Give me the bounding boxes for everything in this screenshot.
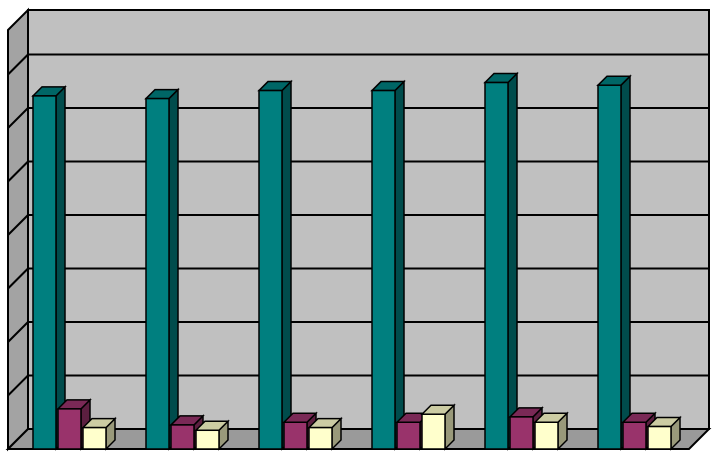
bar [146, 90, 178, 449]
bar-side [395, 82, 404, 449]
bar-side [621, 76, 630, 449]
bar-front [171, 425, 194, 449]
bar-front [422, 414, 445, 449]
bar [372, 82, 404, 449]
bar-front [146, 99, 169, 449]
bar [309, 419, 341, 449]
bar [196, 421, 228, 449]
bar-front [196, 430, 219, 449]
bar [648, 418, 680, 449]
bar-front [598, 85, 621, 449]
bar-front [510, 417, 533, 449]
bar-front [284, 422, 307, 449]
bar-front [397, 422, 420, 449]
bar-front [372, 91, 395, 449]
bar [535, 413, 567, 449]
bar-front [535, 422, 558, 449]
bar-front [309, 428, 332, 449]
bar [485, 74, 517, 449]
bar-side [508, 74, 517, 449]
bar-side [169, 90, 178, 449]
bar-side [56, 87, 65, 449]
bar-front [648, 427, 671, 449]
bar [33, 87, 65, 449]
bar [422, 405, 454, 449]
bar-front [58, 409, 81, 449]
bar-front [623, 422, 646, 449]
bar-front [485, 83, 508, 449]
bar [598, 76, 630, 449]
bar-front [33, 96, 56, 449]
bar-front [259, 91, 282, 449]
bar [259, 82, 291, 449]
side-wall [8, 10, 28, 449]
bar [83, 419, 115, 449]
bar-front [83, 428, 106, 449]
bar-side [282, 82, 291, 449]
